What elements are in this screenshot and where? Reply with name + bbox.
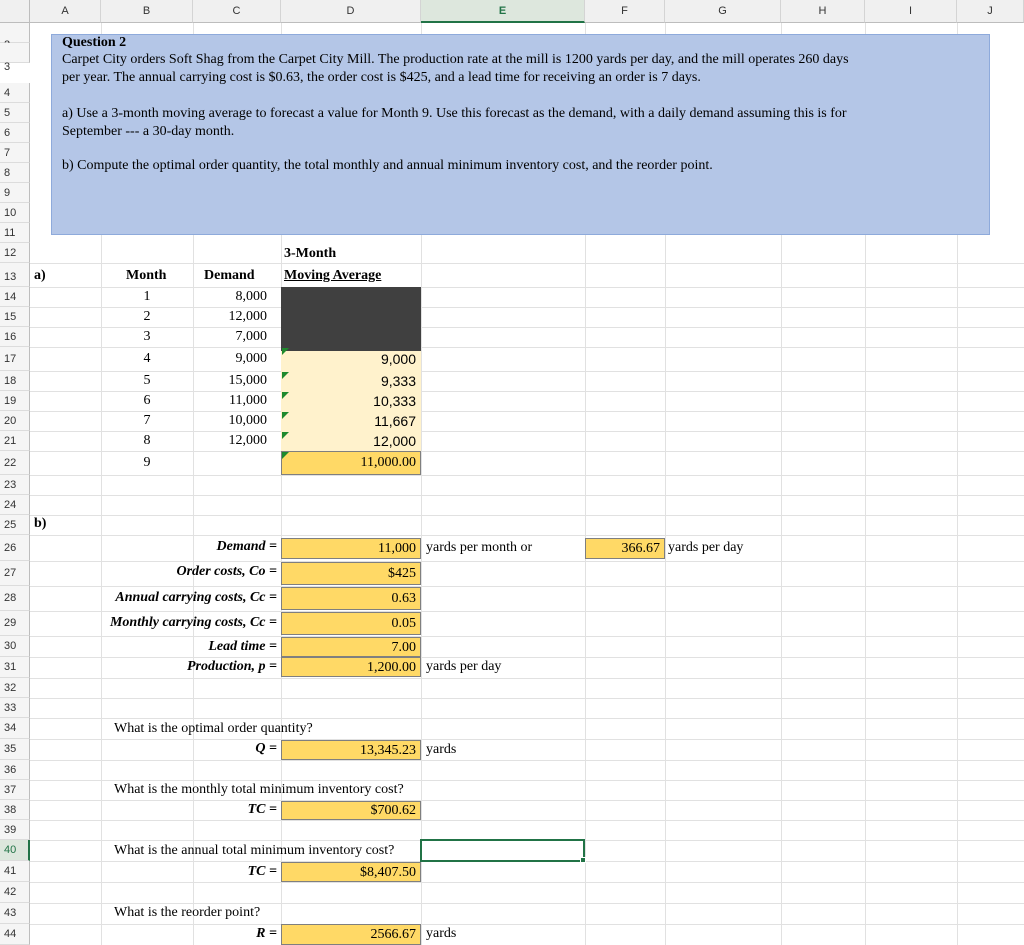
grid-line [30,678,1024,679]
row-header[interactable]: 41 [0,861,30,882]
column-header-b[interactable]: B [101,0,193,23]
grid-line [30,515,1024,516]
row-header[interactable]: 18 [0,371,30,391]
moving-average-cell: 11,667 [374,413,416,429]
column-header-g[interactable]: G [665,0,781,23]
month-cell: 2 [143,309,151,324]
demand-cell: 10,000 [228,413,267,428]
formula-indicator-icon [282,372,289,379]
row-header[interactable]: 23 [0,475,30,495]
row-header[interactable]: 15 [0,307,30,327]
question-part-b: b) Compute the optimal order quantity, the total monthly and annual minimum inventory cost, and the reorder point. [62,158,713,173]
monthly-carrying-costs-label: Monthly carrying costs, Cc = [109,615,277,630]
monthly-tc-question: What is the monthly total minimum inventory cost? [114,782,404,797]
row-header[interactable]: 17 [0,347,30,371]
moving-average-cell: 10,333 [373,393,416,409]
grid-line [30,698,1024,699]
formula-indicator-icon [282,392,289,399]
row-header[interactable]: 29 [0,611,30,636]
annual-carrying-costs-value[interactable]: 0.63 [281,587,421,610]
question-box [51,34,990,235]
demand-cell: 8,000 [235,289,267,304]
question-text-line1: Carpet City orders Soft Shag from the Carpet City Mill. The production rate at the mill is 1200 yards per day, and the mill operates 260 days [62,52,849,67]
daily-demand-unit: yards per day [668,540,744,555]
moving-average-cell: 9,333 [380,373,416,389]
row-header[interactable]: 9 [0,183,30,203]
question-part-a-line1: a) Use a 3-month moving average to forecast a value for Month 9. Use this forecast as the demand, with a daily demand assuming this is for [62,106,847,121]
select-all-corner[interactable] [0,0,30,23]
row-header[interactable]: 38 [0,800,30,820]
row-header[interactable]: 31 [0,657,30,678]
row-header[interactable]: 11 [0,223,30,243]
grid-line [30,535,1024,536]
column-header-e[interactable]: E [421,0,585,23]
grid-line [30,636,1024,637]
row-header[interactable]: 4 [0,83,30,103]
month-cell: 1 [143,289,151,304]
month-cell: 9 [143,455,151,470]
part-b-label: b) [34,516,47,531]
grid-line [30,263,1024,264]
ma-header-top: 3-Month [284,246,337,261]
grid-line [30,903,1024,904]
grid-line [30,924,1024,925]
column-header-a[interactable]: A [30,0,101,23]
column-header-f[interactable]: F [585,0,665,23]
grid-line [30,718,1024,719]
month-cell: 6 [143,393,151,408]
row-header[interactable]: 22 [0,451,30,475]
row-header[interactable]: 39 [0,820,30,840]
demand-cell: 7,000 [235,329,267,344]
demand-unit: yards per month or [426,540,533,555]
monthly-carrying-costs-value[interactable]: 0.05 [281,612,421,635]
q-value[interactable]: 13,345.23 [281,740,421,760]
row-header[interactable]: 10 [0,203,30,223]
r-unit: yards [426,926,457,941]
column-header-j[interactable]: J [957,0,1024,23]
row-header[interactable]: 26 [0,535,30,561]
row-header[interactable]: 16 [0,327,30,347]
row-header[interactable]: 3 [0,43,30,63]
order-costs-value[interactable]: $425 [281,562,421,585]
order-costs-label: Order costs, Co = [176,564,277,579]
row-header[interactable]: 6 [0,123,30,143]
row-header-selected[interactable]: 40 [0,840,30,861]
month-cell: 8 [143,433,151,448]
column-header-h[interactable]: H [781,0,865,23]
active-cell-selection[interactable] [420,839,585,862]
grid-line [30,611,1024,612]
row-header[interactable]: 21 [0,431,30,451]
row-header[interactable]: 42 [0,882,30,903]
row-header[interactable]: 37 [0,780,30,800]
grid-line [30,760,1024,761]
month-cell: 4 [143,351,151,366]
grid-line [30,739,1024,740]
monthly-tc-value[interactable]: $700.62 [281,801,421,820]
ma-header: Moving Average [284,268,382,283]
grid-line [30,820,1024,821]
demand-label: Demand = [216,539,277,554]
column-header-d[interactable]: D [281,0,421,23]
lead-time-label: Lead time = [208,639,277,654]
demand-header: Demand [204,268,255,283]
grid-line [30,780,1024,781]
formula-indicator-icon [282,432,289,439]
grid-line [30,586,1024,587]
annual-tc-value[interactable]: $8,407.50 [281,862,421,882]
grid-line [30,495,1024,496]
optimal-q-question: What is the optimal order quantity? [114,721,313,736]
grid-line [30,657,1024,658]
grid-line [30,561,1024,562]
demand-cell: 15,000 [228,373,267,388]
grid-line [30,882,1024,883]
monthly-tc-label: TC = [247,802,277,817]
moving-average-cell: 9,000 [380,351,416,367]
row-header[interactable]: 19 [0,391,30,411]
row-header[interactable]: 14 [0,287,30,307]
grid-line [30,800,1024,801]
question-part-a-line2: September --- a 30-day month. [62,124,235,139]
q-label: Q = [255,741,277,756]
lead-time-value[interactable]: 7.00 [281,637,421,657]
row-header[interactable]: 24 [0,495,30,515]
month-header: Month [126,268,167,283]
part-a-label: a) [34,268,46,283]
month-cell: 3 [143,329,151,344]
row-header[interactable]: 28 [0,586,30,611]
annual-tc-label: TC = [247,864,277,879]
row-header[interactable]: 25 [0,515,30,535]
moving-average-cell: 12,000 [373,433,416,449]
reorder-point-question: What is the reorder point? [114,905,261,920]
column-header-i[interactable]: I [865,0,957,23]
r-value[interactable]: 2566.67 [281,924,421,945]
formula-indicator-icon [282,348,289,355]
row-header[interactable]: 8 [0,163,30,183]
row-header[interactable]: 5 [0,103,30,123]
demand-cell: 9,000 [235,351,267,366]
row-header[interactable]: 27 [0,561,30,586]
row-header[interactable]: 13 [0,263,30,287]
fill-handle[interactable] [580,857,586,863]
row-header[interactable]: 30 [0,636,30,657]
ma-blank-dark-cells [281,287,421,351]
production-unit: yards per day [426,659,502,674]
row-header[interactable]: 7 [0,143,30,163]
formula-indicator-icon [282,452,289,459]
column-header-c[interactable]: C [193,0,281,23]
question-text-line2: per year. The annual carrying cost is $0.63, the order cost is $425, and a lead time for receiving an order is 7 days. [62,70,701,85]
production-value[interactable]: 1,200.00 [281,657,421,677]
daily-demand-value[interactable]: 366.67 [585,538,665,559]
question-title: Question 2 [62,35,127,50]
row-header[interactable]: 33 [0,698,30,718]
demand-cell: 12,000 [228,433,267,448]
row-header[interactable] [0,23,30,43]
month-cell: 7 [143,413,151,428]
row-header[interactable]: 35 [0,739,30,760]
month-cell: 5 [143,373,151,388]
production-label: Production, p = [186,659,277,674]
q-unit: yards [426,742,457,757]
row-header[interactable]: 32 [0,678,30,698]
moving-average-cell: 11,000.00 [360,455,416,470]
formula-indicator-icon [282,412,289,419]
row-header[interactable]: 20 [0,411,30,431]
r-label: R = [256,926,277,941]
annual-carrying-costs-label: Annual carrying costs, Cc = [115,590,277,605]
demand-cell: 12,000 [228,309,267,324]
demand-value[interactable]: 11,000 [281,538,421,559]
row-header[interactable]: 36 [0,760,30,780]
row-header[interactable]: 34 [0,718,30,739]
grid-line [30,475,1024,476]
annual-tc-question: What is the annual total minimum inventory cost? [114,843,395,858]
row-header[interactable]: 44 [0,924,30,945]
row-header[interactable]: 43 [0,903,30,924]
demand-cell: 11,000 [229,393,267,408]
row-header[interactable]: 12 [0,243,30,263]
